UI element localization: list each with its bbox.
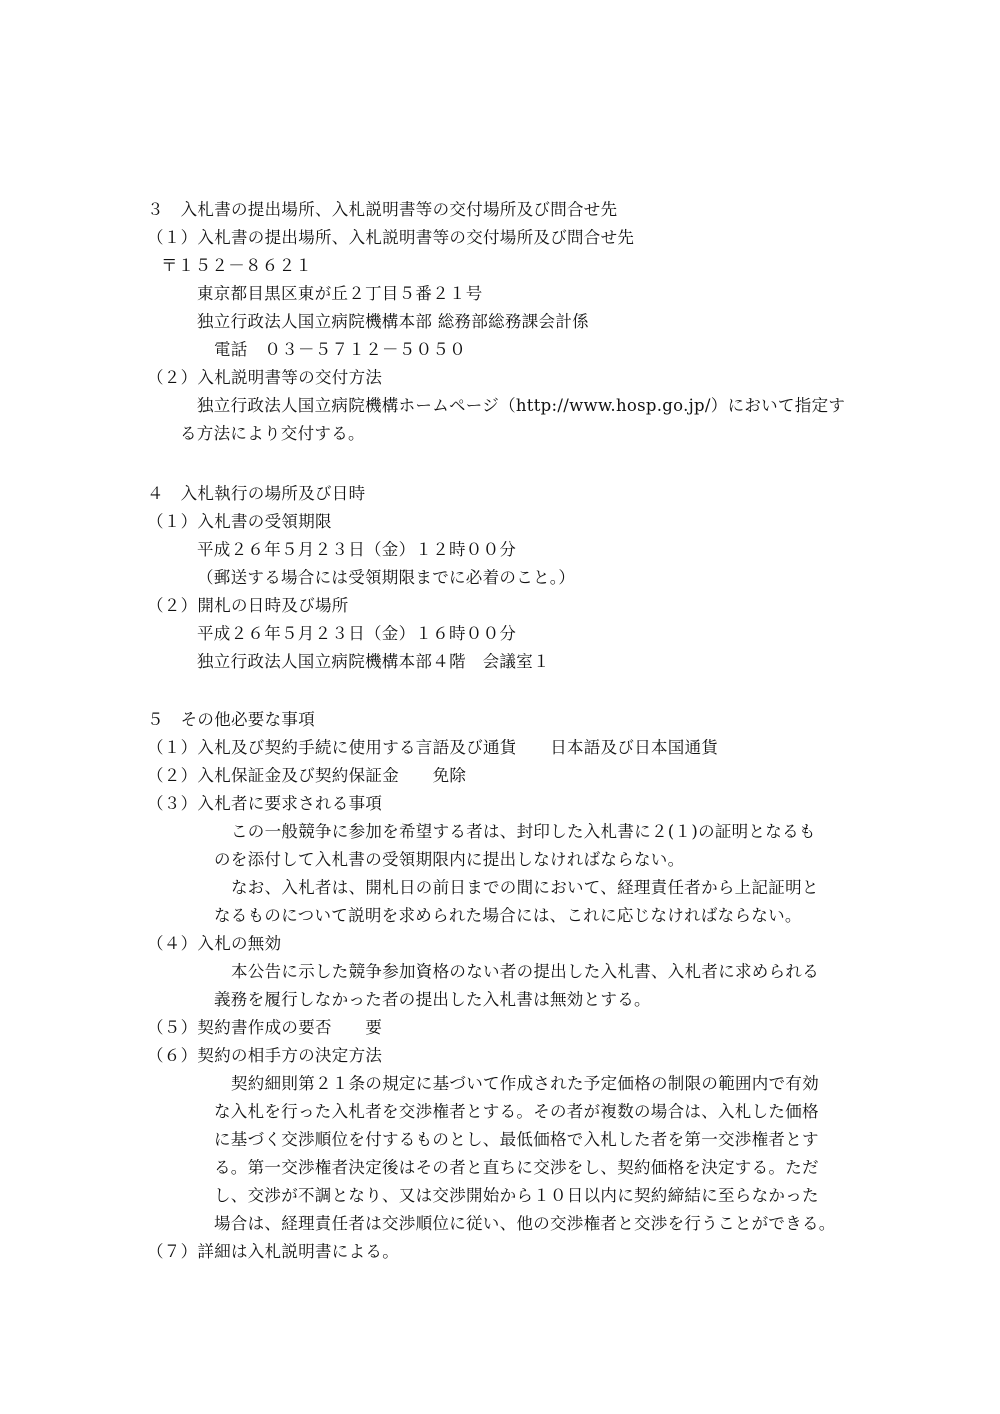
phone-number: 電話 ０３－５７１２－５０５０ <box>214 340 466 359</box>
address: 東京都目黒区東が丘２丁目５番２１号 <box>197 284 483 303</box>
section-4-item-2-title: （２）開札の日時及び場所 <box>147 596 349 615</box>
decision-line-1: 契約細則第２１条の規定に基づいて作成された予定価格の制限の範囲内で有効 <box>231 1074 819 1093</box>
office-name: 独立行政法人国立病院機構本部 総務部総務課会計係 <box>197 312 589 331</box>
decision-line-6: 場合は、経理責任者は交渉順位に従い、他の交渉権者と交渉を行うことができる。 <box>214 1214 836 1233</box>
postal-code: 〒１５２－８６２１ <box>161 256 313 275</box>
invalid-bid-line-2: 義務を履行しなかった者の提出した入札書は無効とする。 <box>214 990 651 1009</box>
distribution-text-line-2: る方法により交付する。 <box>180 424 365 443</box>
decision-line-4: る。第一交渉権者決定後はその者と直ちに交渉をし、契約価格を決定する。ただ <box>214 1158 819 1177</box>
section-5-item-3-title: （３）入札者に要求される事項 <box>147 794 383 813</box>
opening-datetime: 平成２６年５月２３日（金）１６時００分 <box>197 624 517 643</box>
opening-place: 独立行政法人国立病院機構本部４階 会議室１ <box>197 652 550 671</box>
section-5-item-7: （７）詳細は入札説明書による。 <box>147 1242 399 1261</box>
deadline-datetime: 平成２６年５月２３日（金）１２時００分 <box>197 540 517 559</box>
distribution-text-line-1: 独立行政法人国立病院機構ホームページ（http://www.hosp.go.jp/）において指定す <box>197 396 846 415</box>
section-3-item-2-title: （２）入札説明書等の交付方法 <box>147 368 383 387</box>
decision-line-3: に基づく交渉順位を付するものとし、最低価格で入札した者を第一交渉権者とす <box>214 1130 819 1149</box>
section-5-heading: ５ その他必要な事項 <box>147 710 315 729</box>
requirement-p2-line-2: なるものについて説明を求められた場合には、これに応じなければならない。 <box>214 906 802 925</box>
section-5-item-2: （２）入札保証金及び契約保証金 免除 <box>147 766 467 785</box>
invalid-bid-line-1: 本公告に示した競争参加資格のない者の提出した入札書、入札者に求められる <box>231 962 819 981</box>
mail-note: （郵送する場合には受領期限までに必着のこと。） <box>197 568 576 587</box>
section-5-item-6-title: （６）契約の相手方の決定方法 <box>147 1046 383 1065</box>
decision-line-5: し、交渉が不調となり、又は交渉開始から１０日以内に契約締結に至らなかった <box>214 1186 819 1205</box>
decision-line-2: な入札を行った入札者を交渉権者とする。その者が複数の場合は、入札した価格 <box>214 1102 819 1121</box>
requirement-p2-line-1: なお、入札者は、開札日の前日までの間において、経理責任者から上記証明と <box>231 878 819 897</box>
section-3-heading: ３ 入札書の提出場所、入札説明書等の交付場所及び問合せ先 <box>147 200 618 219</box>
section-4-heading: ４ 入札執行の場所及び日時 <box>147 484 366 503</box>
section-5-item-1: （１）入札及び契約手続に使用する言語及び通貨 日本語及び日本国通貨 <box>147 738 719 757</box>
section-3-item-1-title: （１）入札書の提出場所、入札説明書等の交付場所及び問合せ先 <box>147 228 635 247</box>
section-5-item-4-title: （４）入札の無効 <box>147 934 282 953</box>
requirement-p1-line-2: のを添付して入札書の受領期限内に提出しなければならない。 <box>214 850 685 869</box>
section-4-item-1-title: （１）入札書の受領期限 <box>147 512 332 531</box>
requirement-p1-line-1: この一般競争に参加を希望する者は、封印した入札書に２(１)の証明となるも <box>231 822 816 841</box>
section-5-item-5: （５）契約書作成の要否 要 <box>147 1018 383 1037</box>
